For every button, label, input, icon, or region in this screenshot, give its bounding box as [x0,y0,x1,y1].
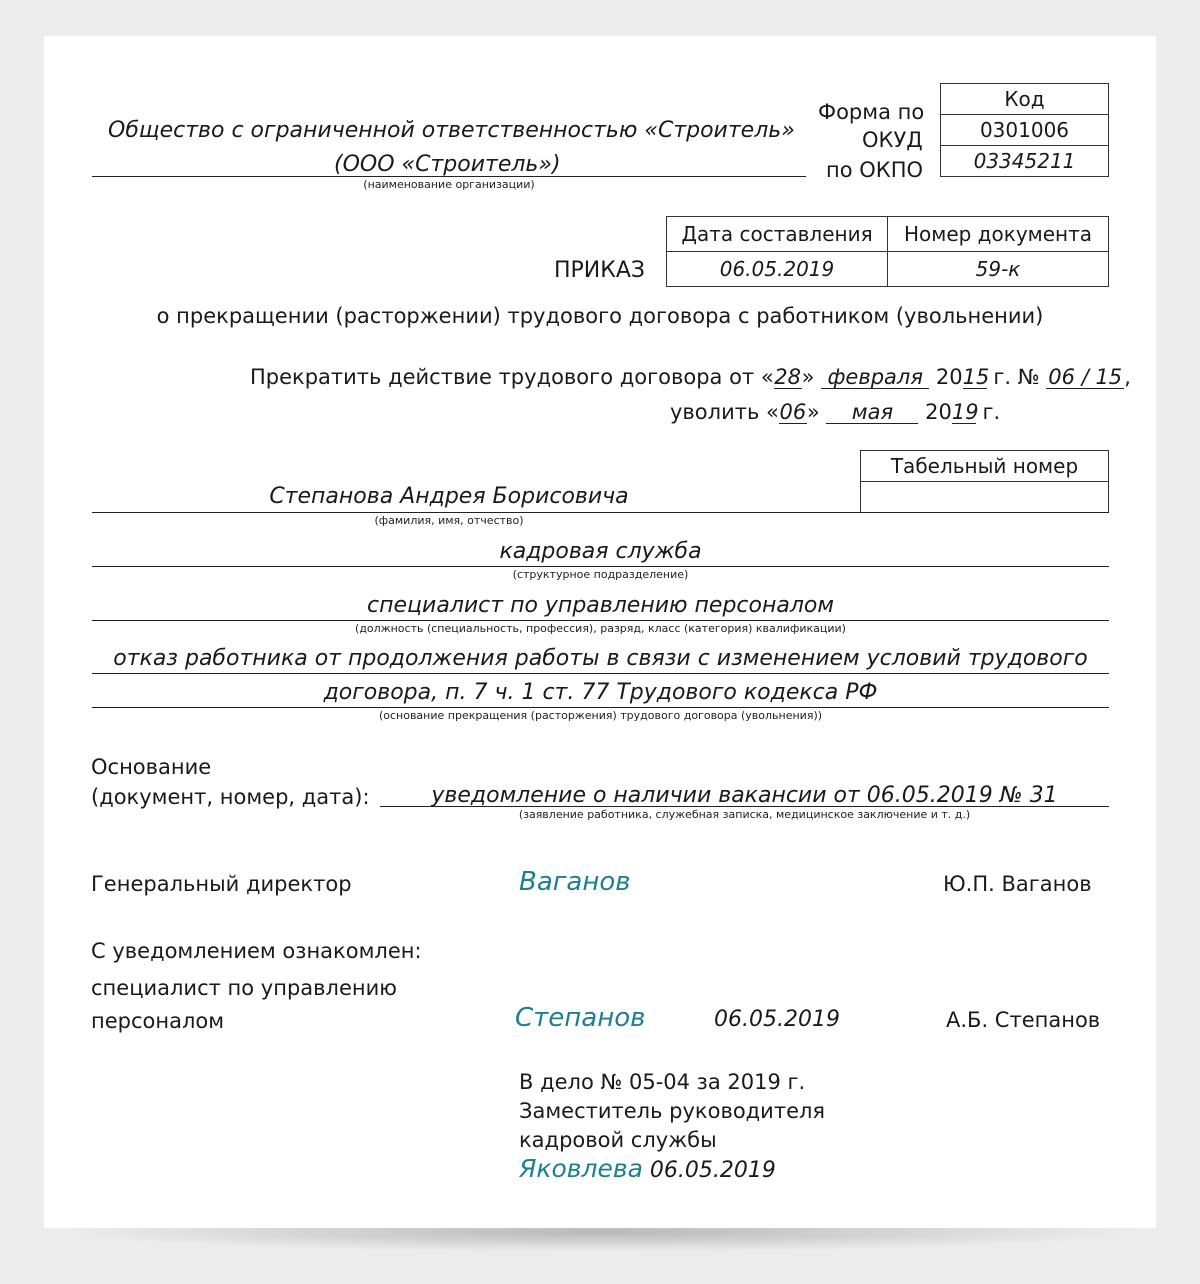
org-underline [92,176,806,177]
basis-value: уведомление о наличии вакансии от 06.05.2019 № 31 [431,783,1058,808]
reason-underline1 [92,673,1109,674]
contract-text: Прекратить действие трудового договора от « [250,365,774,389]
number-header: Номер документа [887,216,1109,252]
contract-comma: , [1124,365,1131,389]
position: специалист по управлению персоналом [367,593,834,618]
employee-name: А.Б. Степанов [946,1008,1101,1032]
archive-line2: Заместитель руководителя [519,1099,826,1123]
document-page [44,36,1156,1228]
code-header: Код [940,83,1109,115]
employee-sign-date: 06.05.2019 [714,1007,840,1032]
director-title: Генеральный директор [91,872,352,896]
org-name-line1: Общество с ограниченной ответственностью «Строитель» [108,118,795,143]
contract-quote: » [801,365,815,389]
contract-year-tail: г. № [986,365,1040,389]
contract-month: февраля [821,366,929,389]
contract-number: 06 / 15 [1046,366,1124,389]
org-caption: (наименование организации) [363,178,535,191]
dismiss-year-suffix: 19 [951,400,979,424]
contract-day: 28 [774,365,802,389]
employee-title-line2: персоналом [91,1009,225,1033]
employee-name: Степанова Андрея Борисовича [269,484,629,509]
position-caption: (должность (специальность, профессия), разряд, класс (категория) квалификации) [355,622,846,635]
okpo-label: по ОКПО [826,158,924,182]
position-underline [92,620,1109,621]
ack-label: С уведомлением ознакомлен: [91,939,422,963]
reason-caption: (основание прекращения (расторжения) трудового договора (увольнения)) [378,709,823,722]
employee-signature: Степанов [515,1003,646,1033]
archive-sign-line [519,1154,776,1183]
reason-underline2 [92,707,1109,708]
basis-label-line2: (документ, номер, дата): [91,785,370,809]
director-name: Ю.П. Ваганов [943,872,1092,896]
doc-title: ПРИКАЗ [554,258,646,283]
okud-value: 0301006 [940,114,1109,146]
director-signature: Ваганов [519,867,631,897]
okud-label-line1: Форма по [818,100,925,124]
contract-year-prefix: 20 [935,365,963,389]
tab-number-value [860,481,1109,513]
dismiss-year-prefix: 20 [925,400,952,424]
dismiss-day: 06 [779,400,807,424]
basis-caption: (заявление работника, служебная записка, медицинское заключение и т. д.) [518,808,971,821]
tab-number-header: Табельный номер [860,450,1109,482]
employee-title-line1: специалист по управлению [91,976,397,1000]
employee-name-underline [92,512,1109,513]
doc-subtitle: о прекращении (расторжении) трудового договора с работником (увольнении) [156,304,1044,328]
okud-label-line2: ОКУД [862,128,923,152]
dismiss-month: мая [826,401,918,424]
dismiss-text: уволить « [670,400,779,424]
dismiss-year-tail: г. [975,400,1001,424]
reason-line2: договора, п. 7 ч. 1 ст. 77 Трудового кодекса РФ [323,680,878,705]
contract-line [250,365,1131,389]
department-underline [92,566,1109,567]
date-header: Дата составления [666,216,888,252]
dismiss-line [670,400,1000,424]
contract-year-suffix: 15 [962,365,990,389]
archive-line3: кадровой службы [519,1128,717,1152]
org-name-line2: (ООО «Строитель») [334,152,561,177]
number-value: 59-к [887,251,1109,287]
department: кадровая служба [499,539,702,564]
basis-underline [380,806,1109,807]
basis-label-line1: Основание [91,755,212,779]
reason-line1: отказ работника от продолжения работы в связи с изменением условий трудового [113,646,1088,671]
okpo-value: 03345211 [940,145,1109,177]
date-value: 06.05.2019 [666,251,888,287]
employee-name-caption: (фамилия, имя, отчество) [374,514,524,527]
archive-date: 06.05.2019 [649,1158,776,1183]
archive-line1: В дело № 05-04 за 2019 г. [519,1070,806,1094]
archive-signature: Яковлева [519,1154,643,1183]
department-caption: (структурное подразделение) [512,568,689,581]
dismiss-quote: » [806,400,820,424]
